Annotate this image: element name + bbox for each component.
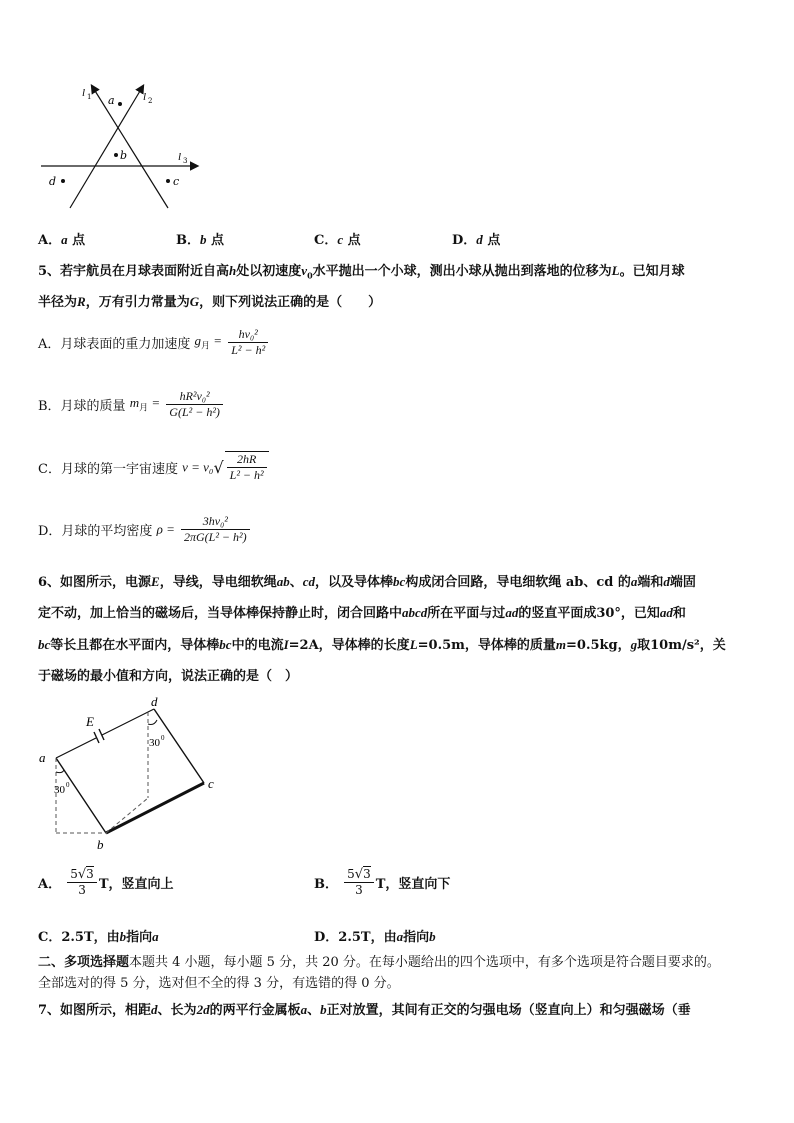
line-l2	[70, 86, 143, 208]
q5-stem-line2: 半径为R，万有引力常量为G，则下列说法正确的是（ ）	[38, 294, 382, 310]
label-d: d	[151, 694, 158, 709]
q6-option-c: C．2.5T，由b指向a	[38, 929, 159, 945]
q5-option-a: A．月球表面的重力加速度 $g_月$ = $\frac{\text{hv₀²}}{\text{L² − h²}}$	[38, 327, 270, 358]
q5-option-d: D．月球的平均密度 ρ = $\frac{\text{3hv₀²}}{\text{2πG(L² − h²)}}$	[38, 514, 252, 545]
label-c: c	[173, 175, 180, 188]
q5-option-b: B．月球的质量 $m_月$ = $\frac{\text{hR²v₀²}}{\text{G(L² − h²)}}$	[38, 389, 225, 420]
q4-option-a: A．a 点	[38, 232, 86, 248]
label-b: b	[120, 149, 128, 162]
q6-stem-line2: 定不动，加上恰当的磁场后，当导体棒保持静止时，闭合回路中abcd所在平面与过ad的竖直平面成30°，已知ad和	[38, 605, 686, 621]
label-l1-sub: 1	[87, 93, 92, 101]
circuit-figure	[36, 692, 222, 852]
q6-option-d: D．2.5T，由a指向b	[314, 929, 436, 945]
label-l2: l	[143, 91, 147, 103]
label-l3: l	[178, 151, 182, 163]
q6-option-b: B． $\frac{5√3}{3}$ T，竖直向下	[314, 867, 451, 897]
lines-figure	[36, 80, 208, 212]
label-c: c	[208, 776, 214, 791]
label-b: b	[97, 837, 104, 852]
point-c	[166, 179, 170, 183]
q6-stem-line3: bc等长且都在水平面内，导体棒bc中的电流I=2A，导体棒的长度L=0.5m，导体棒的质量m=0.5kg，g取10m/s²，关	[38, 637, 726, 653]
svg-text:0: 0	[161, 734, 165, 742]
q5-option-c: C．月球的第一宇宙速度 v = v₀√ $\frac{2hR}{\text{L² − h²}}$	[38, 451, 269, 483]
label-l3-sub: 3	[183, 157, 188, 165]
q7-stem: 7、如图所示，相距d、长为2d的两平行金属板a、b正对放置，其间有正交的匀强电场（竖直向上）和匀强磁场（垂	[38, 1002, 691, 1018]
label-E: E	[86, 714, 94, 729]
q6-stem-line4: 于磁场的最小值和方向，说法正确的是（ ）	[38, 669, 299, 684]
label-a: a	[108, 94, 115, 107]
point-b	[114, 153, 118, 157]
label-a: a	[39, 750, 46, 765]
line-l1	[92, 86, 168, 208]
q6-option-a: A． $\frac{5√3}{3}$ T，竖直向上	[38, 867, 174, 897]
label-d: d	[49, 175, 57, 188]
svg-text:0: 0	[66, 781, 70, 789]
point-d	[61, 179, 65, 183]
label-l1: l	[82, 87, 86, 99]
label-l2-sub: 2	[148, 97, 153, 105]
angle-d-label: 30	[149, 737, 160, 749]
battery-plate	[94, 732, 99, 743]
q4-option-c: C．c 点	[314, 232, 361, 248]
q6-stem-line1: 6、如图所示，电源E，导线，导电细软绳ab、cd，以及导体棒bc构成闭合回路，导电细软绳 ab、cd 的a端和d端固	[38, 574, 696, 590]
conductor-bar	[106, 783, 204, 833]
section2-heading: 二、多项选择题本题共 4 小题，每小题 5 分，共 20 分。在每小题给出的四个选项中，有多个选项是符合题目要求的。	[38, 955, 720, 970]
q4-option-d: D．d 点	[452, 232, 501, 248]
angle-a-label: 30	[54, 784, 65, 796]
point-a	[118, 102, 122, 106]
q4-option-b: B．b 点	[176, 232, 225, 248]
q5-stem-line1: 5、若宇航员在月球表面附近自高h处以初速度$v_0$水平抛出一个小球，测出小球从抛出到落地的位移为L。已知月球	[38, 263, 685, 281]
section2-note: 全部选对的得 5 分，选对但不全的得 3 分，有选错的得 0 分。	[38, 976, 400, 991]
